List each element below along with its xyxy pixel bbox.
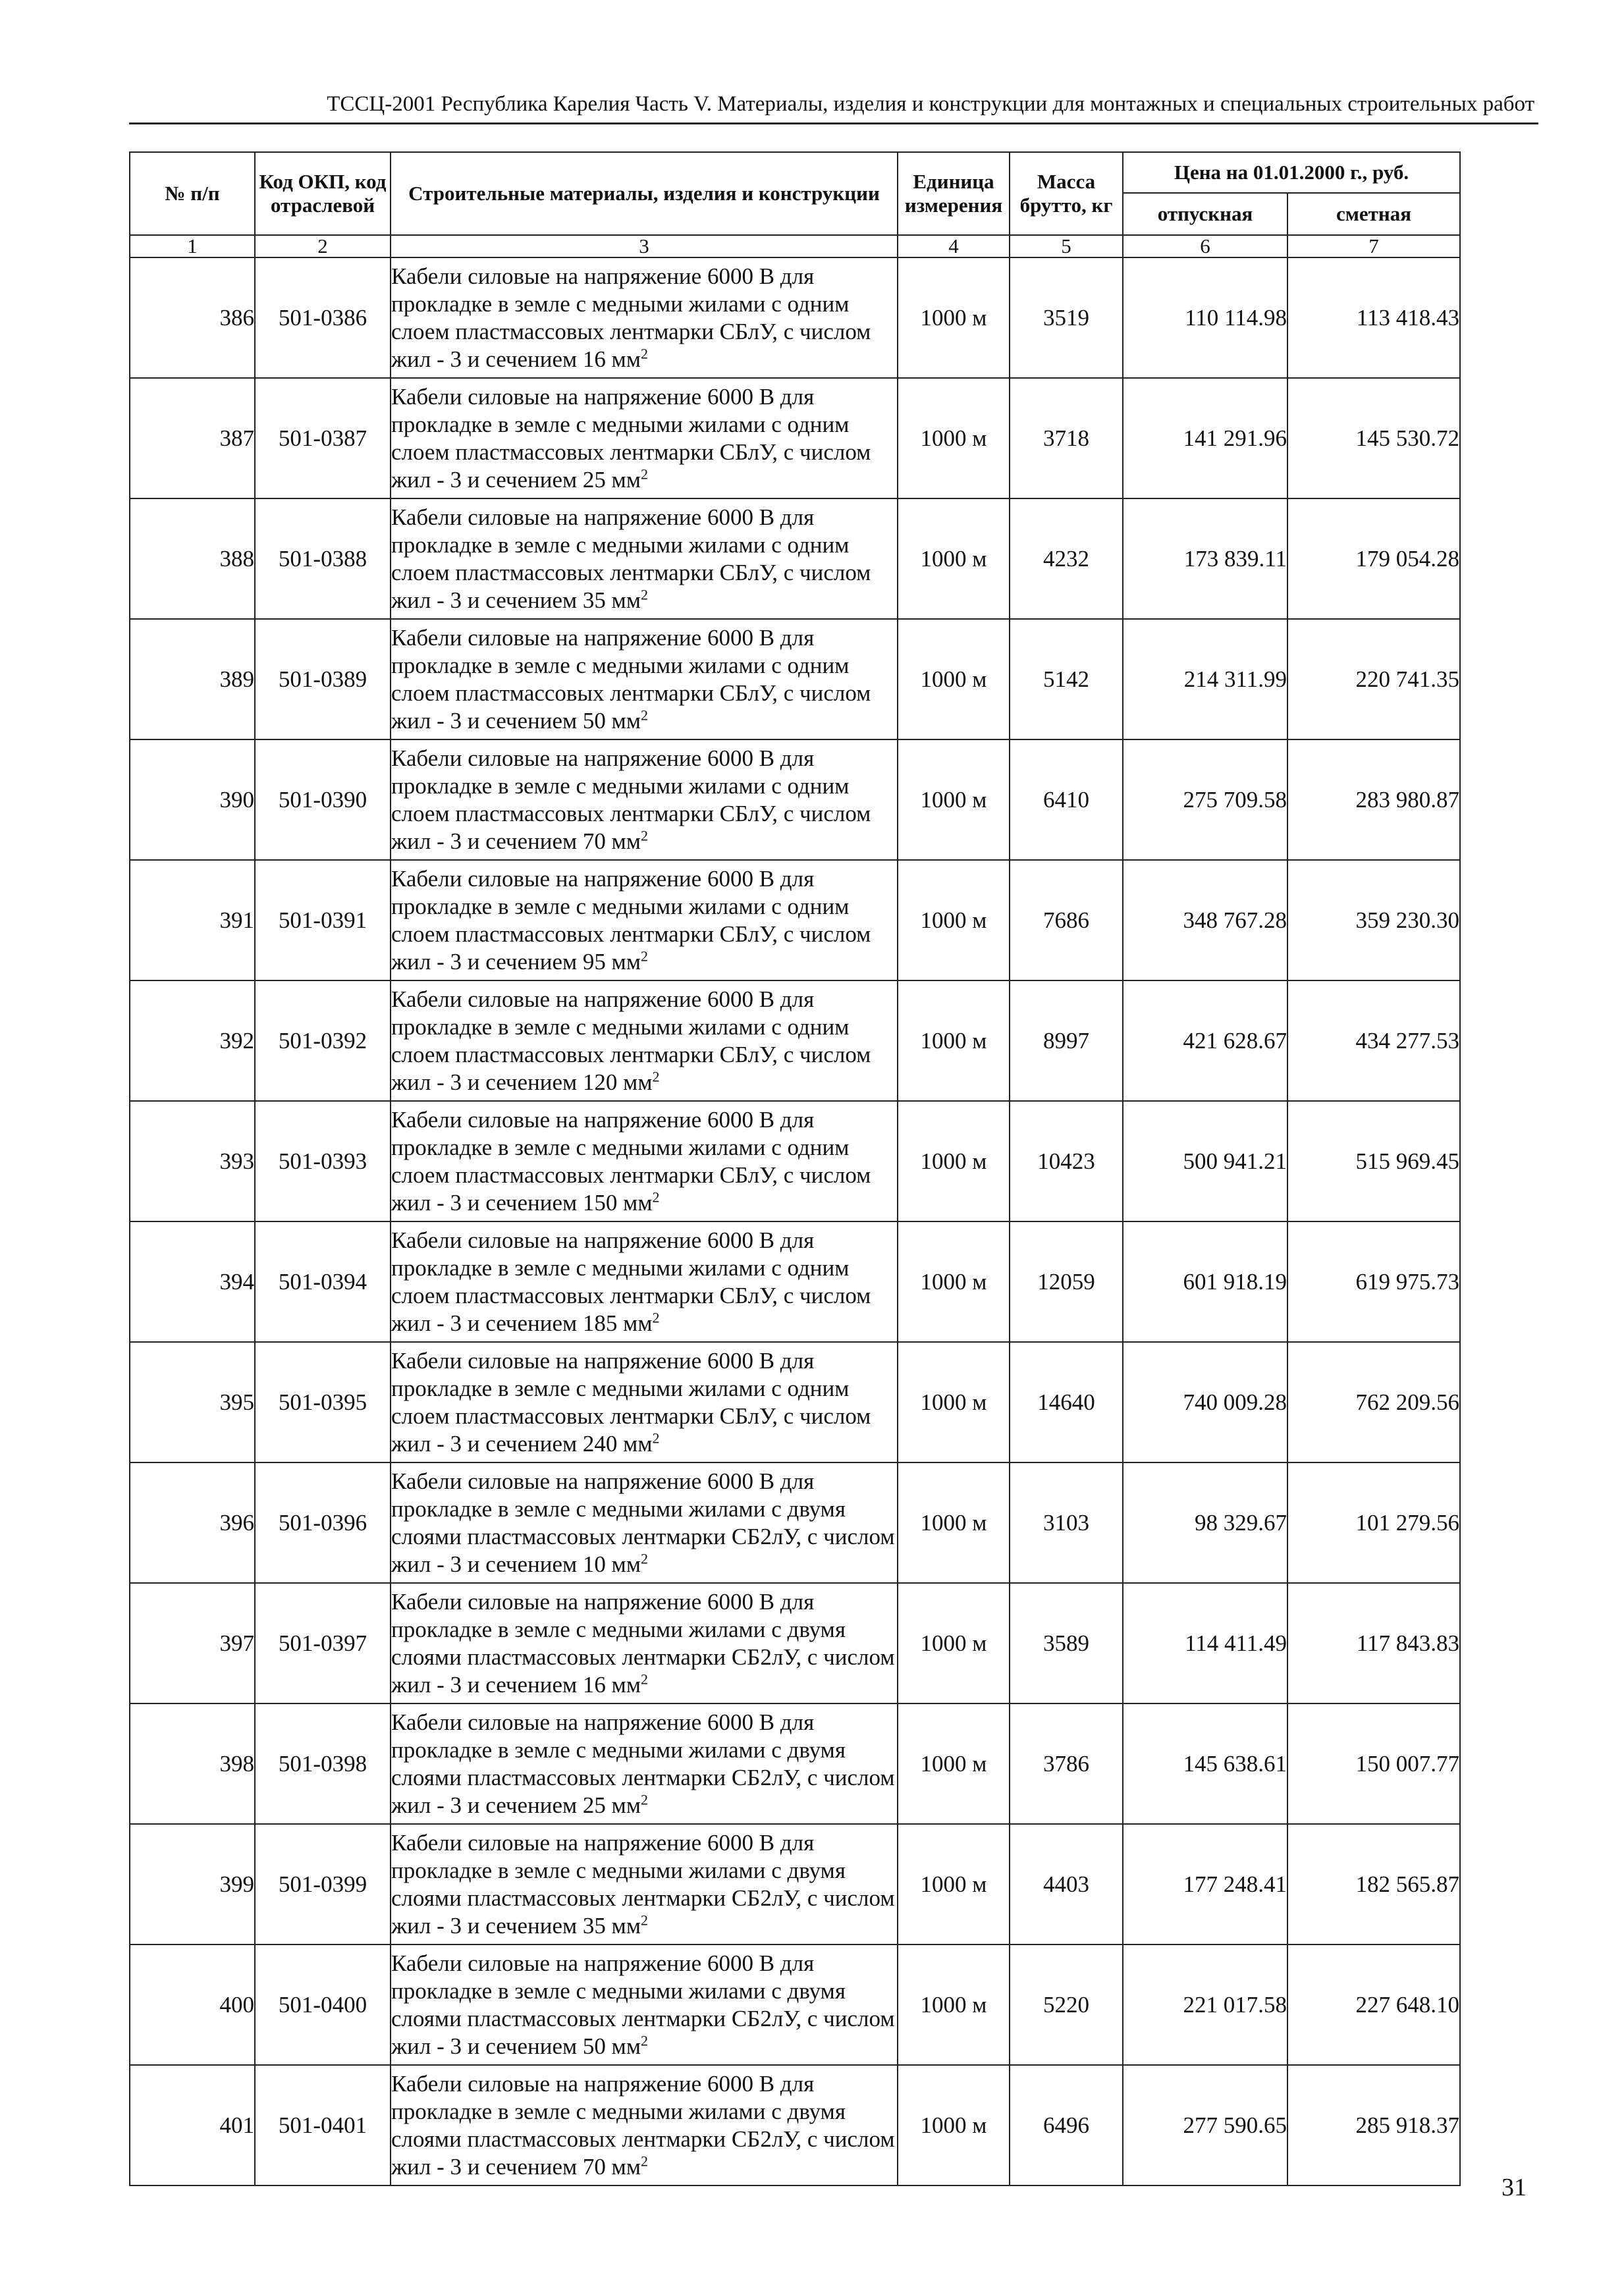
row-price-estimate: 101 279.56 (1287, 1462, 1460, 1583)
table-row (130, 1462, 1460, 1583)
row-name-text: Кабели силовые на напряжение 6000 В для прокладке в земле с медными жилами с одним слоем пластмассовых лентмарки СБлУ, с числом жил - 3 и сечением 150 мм (391, 1106, 871, 1216)
col-header-price-estimate: сметная (1287, 193, 1460, 235)
row-name-text: Кабели силовые на напряжение 6000 В для прокладке в земле с медными жилами с двумя слоями пластмассовых лентмарки СБ2лУ, с числом жил - 3 и сечением 50 мм (391, 1950, 895, 2059)
col-header-name: Строительные материалы, изделия и конструкции (391, 152, 898, 235)
row-name (391, 1342, 898, 1462)
row-price-release: 275 709.58 (1123, 739, 1287, 860)
row-price-release: 110 114.98 (1123, 257, 1287, 378)
table-row (130, 257, 1460, 378)
row-name-text: Кабели силовые на напряжение 6000 В для прокладке в земле с медными жилами с одним слоем пластмассовых лентмарки СБлУ, с числом жил - 3 и сечением 16 мм (391, 263, 871, 372)
row-name (391, 498, 898, 619)
row-code: 501-0401 (255, 2065, 391, 2185)
unit-superscript: 2 (640, 1670, 648, 1687)
row-number: 400 (130, 1944, 255, 2065)
row-code: 501-0400 (255, 1944, 391, 2065)
row-mass: 3589 (1010, 1583, 1123, 1703)
column-number: 6 (1123, 235, 1287, 257)
table-row (130, 1824, 1460, 1944)
row-price-estimate: 359 230.30 (1287, 860, 1460, 980)
row-name-text: Кабели силовые на напряжение 6000 В для прокладке в земле с медными жилами с одним слоем пластмассовых лентмарки СБлУ, с числом жил - 3 и сечением 50 мм (391, 624, 871, 734)
row-name (391, 2065, 898, 2185)
row-price-estimate: 434 277.53 (1287, 980, 1460, 1101)
row-price-release: 141 291.96 (1123, 378, 1287, 498)
row-unit: 1000 м (898, 1944, 1010, 2065)
row-price-estimate: 150 007.77 (1287, 1703, 1460, 1824)
col-header-num: № п/п (130, 152, 255, 235)
column-number: 2 (255, 235, 391, 257)
row-name-text: Кабели силовые на напряжение 6000 В для прокладке в земле с медными жилами с одним слоем пластмассовых лентмарки СБлУ, с числом жил - 3 и сечением 185 мм (391, 1227, 871, 1336)
unit-superscript: 2 (640, 2152, 648, 2169)
row-name-text: Кабели силовые на напряжение 6000 В для прокладке в земле с медными жилами с двумя слоями пластмассовых лентмарки СБ2лУ, с числом жил - 3 и сечением 35 мм (391, 1829, 895, 1939)
row-price-release: 221 017.58 (1123, 1944, 1287, 2065)
unit-superscript: 2 (652, 1188, 660, 1205)
row-code: 501-0395 (255, 1342, 391, 1462)
row-unit: 1000 м (898, 1703, 1010, 1824)
row-mass: 14640 (1010, 1342, 1123, 1462)
row-number: 386 (130, 257, 255, 378)
row-name-text: Кабели силовые на напряжение 6000 В для прокладке в земле с медными жилами с одним слоем пластмассовых лентмарки СБлУ, с числом жил - 3 и сечением 240 мм (391, 1347, 871, 1457)
row-name-text: Кабели силовые на напряжение 6000 В для прокладке в земле с медными жилами с одним слоем пластмассовых лентмарки СБлУ, с числом жил - 3 и сечением 25 мм (391, 383, 871, 493)
row-number: 396 (130, 1462, 255, 1583)
table-row (130, 1101, 1460, 1221)
unit-superscript: 2 (640, 1549, 648, 1567)
row-name (391, 257, 898, 378)
row-number: 397 (130, 1583, 255, 1703)
unit-superscript: 2 (640, 706, 648, 723)
col-header-unit: Единица измерения (898, 152, 1010, 235)
row-name (391, 1462, 898, 1583)
row-number: 399 (130, 1824, 255, 1944)
row-price-estimate: 285 918.37 (1287, 2065, 1460, 2185)
row-price-release: 98 329.67 (1123, 1462, 1287, 1583)
unit-superscript: 2 (652, 1067, 660, 1085)
row-mass: 4232 (1010, 498, 1123, 619)
document-header: ТССЦ-2001 Республика Карелия Часть V. Материалы, изделия и конструкции для монтажных и специальных строительных работ (327, 92, 1534, 116)
row-unit: 1000 м (898, 378, 1010, 498)
row-code: 501-0396 (255, 1462, 391, 1583)
row-price-release: 145 638.61 (1123, 1703, 1287, 1824)
row-unit: 1000 м (898, 257, 1010, 378)
row-code: 501-0390 (255, 739, 391, 860)
row-mass: 3103 (1010, 1462, 1123, 1583)
row-price-estimate: 117 843.83 (1287, 1583, 1460, 1703)
header-rule (129, 122, 1538, 124)
row-mass: 8997 (1010, 980, 1123, 1101)
table-row (130, 2065, 1460, 2185)
row-mass: 10423 (1010, 1101, 1123, 1221)
row-code: 501-0387 (255, 378, 391, 498)
table-row (130, 1342, 1460, 1462)
row-name-text: Кабели силовые на напряжение 6000 В для прокладке в земле с медными жилами с одним слоем пластмассовых лентмарки СБлУ, с числом жил - 3 и сечением 70 мм (391, 745, 871, 854)
page-number: 31 (1502, 2174, 1527, 2201)
col-header-price-group: Цена на 01.01.2000 г., руб. (1123, 152, 1460, 193)
table-row (130, 1221, 1460, 1342)
row-code: 501-0397 (255, 1583, 391, 1703)
row-name (391, 619, 898, 739)
row-unit: 1000 м (898, 1824, 1010, 1944)
row-mass: 3718 (1010, 378, 1123, 498)
unit-superscript: 2 (640, 947, 648, 964)
table-row (130, 980, 1460, 1101)
table-row (130, 378, 1460, 498)
row-code: 501-0388 (255, 498, 391, 619)
row-number: 387 (130, 378, 255, 498)
row-name (391, 1703, 898, 1824)
row-number: 395 (130, 1342, 255, 1462)
row-mass: 6496 (1010, 2065, 1123, 2185)
table-row (130, 739, 1460, 860)
row-name (391, 1944, 898, 2065)
row-number: 401 (130, 2065, 255, 2185)
row-price-estimate: 227 648.10 (1287, 1944, 1460, 2065)
row-code: 501-0389 (255, 619, 391, 739)
row-price-release: 601 918.19 (1123, 1221, 1287, 1342)
row-price-release: 500 941.21 (1123, 1101, 1287, 1221)
row-price-release: 421 628.67 (1123, 980, 1287, 1101)
row-name (391, 980, 898, 1101)
column-number: 7 (1287, 235, 1460, 257)
row-price-release: 177 248.41 (1123, 1824, 1287, 1944)
row-mass: 5220 (1010, 1944, 1123, 2065)
row-name (391, 378, 898, 498)
row-code: 501-0394 (255, 1221, 391, 1342)
row-number: 388 (130, 498, 255, 619)
col-header-mass: Масса брутто, кг (1010, 152, 1123, 235)
table-row (130, 1944, 1460, 2065)
row-price-release: 348 767.28 (1123, 860, 1287, 980)
row-name-text: Кабели силовые на напряжение 6000 В для прокладке в земле с медными жилами с одним слоем пластмассовых лентмарки СБлУ, с числом жил - 3 и сечением 35 мм (391, 504, 871, 613)
table-row (130, 860, 1460, 980)
row-name-text: Кабели силовые на напряжение 6000 В для прокладке в земле с медными жилами с двумя слоями пластмассовых лентмарки СБ2лУ, с числом жил - 3 и сечением 16 мм (391, 1588, 895, 1698)
row-unit: 1000 м (898, 1101, 1010, 1221)
row-mass: 3786 (1010, 1703, 1123, 1824)
unit-superscript: 2 (640, 826, 648, 844)
row-number: 390 (130, 739, 255, 860)
row-name (391, 1221, 898, 1342)
row-code: 501-0393 (255, 1101, 391, 1221)
row-mass: 4403 (1010, 1824, 1123, 1944)
row-unit: 1000 м (898, 1342, 1010, 1462)
row-number: 393 (130, 1101, 255, 1221)
row-unit: 1000 м (898, 1221, 1010, 1342)
row-number: 398 (130, 1703, 255, 1824)
row-mass: 7686 (1010, 860, 1123, 980)
unit-superscript: 2 (640, 1911, 648, 1928)
row-price-release: 114 411.49 (1123, 1583, 1287, 1703)
unit-superscript: 2 (640, 344, 648, 362)
unit-superscript: 2 (640, 2031, 648, 2049)
row-price-release: 740 009.28 (1123, 1342, 1287, 1462)
row-unit: 1000 м (898, 1462, 1010, 1583)
column-number: 3 (391, 235, 898, 257)
row-mass: 5142 (1010, 619, 1123, 739)
row-mass: 12059 (1010, 1221, 1123, 1342)
row-price-estimate: 283 980.87 (1287, 739, 1460, 860)
row-name-text: Кабели силовые на напряжение 6000 В для прокладке в земле с медными жилами с двумя слоями пластмассовых лентмарки СБ2лУ, с числом жил - 3 и сечением 10 мм (391, 1468, 895, 1577)
row-unit: 1000 м (898, 1583, 1010, 1703)
row-number: 392 (130, 980, 255, 1101)
row-number: 391 (130, 860, 255, 980)
unit-superscript: 2 (652, 1308, 660, 1326)
row-price-estimate: 145 530.72 (1287, 378, 1460, 498)
row-name (391, 1583, 898, 1703)
row-number: 389 (130, 619, 255, 739)
row-mass: 6410 (1010, 739, 1123, 860)
column-number: 5 (1010, 235, 1123, 257)
row-unit: 1000 м (898, 498, 1010, 619)
row-name-text: Кабели силовые на напряжение 6000 В для прокладке в земле с медными жилами с двумя слоями пластмассовых лентмарки СБ2лУ, с числом жил - 3 и сечением 70 мм (391, 2070, 895, 2180)
row-price-estimate: 220 741.35 (1287, 619, 1460, 739)
row-name-text: Кабели силовые на напряжение 6000 В для прокладке в земле с медными жилами с двумя слоями пластмассовых лентмарки СБ2лУ, с числом жил - 3 и сечением 25 мм (391, 1709, 895, 1818)
row-price-estimate: 113 418.43 (1287, 257, 1460, 378)
row-name (391, 1101, 898, 1221)
column-number: 4 (898, 235, 1010, 257)
row-code: 501-0391 (255, 860, 391, 980)
row-name (391, 739, 898, 860)
row-code: 501-0386 (255, 257, 391, 378)
row-price-release: 214 311.99 (1123, 619, 1287, 739)
column-number: 1 (130, 235, 255, 257)
table-row (130, 619, 1460, 739)
row-price-estimate: 762 209.56 (1287, 1342, 1460, 1462)
col-header-code: Код ОКП, код отраслевой (255, 152, 391, 235)
unit-superscript: 2 (640, 1790, 648, 1808)
row-price-release: 173 839.11 (1123, 498, 1287, 619)
row-name-text: Кабели силовые на напряжение 6000 В для прокладке в земле с медными жилами с одним слоем пластмассовых лентмарки СБлУ, с числом жил - 3 и сечением 95 мм (391, 865, 871, 975)
table-row (130, 498, 1460, 619)
row-unit: 1000 м (898, 739, 1010, 860)
row-price-estimate: 182 565.87 (1287, 1824, 1460, 1944)
price-table (129, 151, 1461, 2186)
row-unit: 1000 м (898, 980, 1010, 1101)
col-header-price-release: отпускная (1123, 193, 1287, 235)
row-name (391, 1824, 898, 1944)
row-number: 394 (130, 1221, 255, 1342)
row-code: 501-0392 (255, 980, 391, 1101)
row-code: 501-0398 (255, 1703, 391, 1824)
row-unit: 1000 м (898, 619, 1010, 739)
row-name-text: Кабели силовые на напряжение 6000 В для прокладке в земле с медными жилами с одним слоем пластмассовых лентмарки СБлУ, с числом жил - 3 и сечением 120 мм (391, 986, 871, 1095)
table-row (130, 1703, 1460, 1824)
row-code: 501-0399 (255, 1824, 391, 1944)
unit-superscript: 2 (640, 585, 648, 603)
row-price-estimate: 515 969.45 (1287, 1101, 1460, 1221)
row-name (391, 860, 898, 980)
unit-superscript: 2 (652, 1429, 660, 1446)
row-mass: 3519 (1010, 257, 1123, 378)
row-price-estimate: 619 975.73 (1287, 1221, 1460, 1342)
row-price-release: 277 590.65 (1123, 2065, 1287, 2185)
unit-superscript: 2 (640, 465, 648, 482)
row-unit: 1000 м (898, 860, 1010, 980)
row-price-estimate: 179 054.28 (1287, 498, 1460, 619)
row-unit: 1000 м (898, 2065, 1010, 2185)
table-row (130, 1583, 1460, 1703)
